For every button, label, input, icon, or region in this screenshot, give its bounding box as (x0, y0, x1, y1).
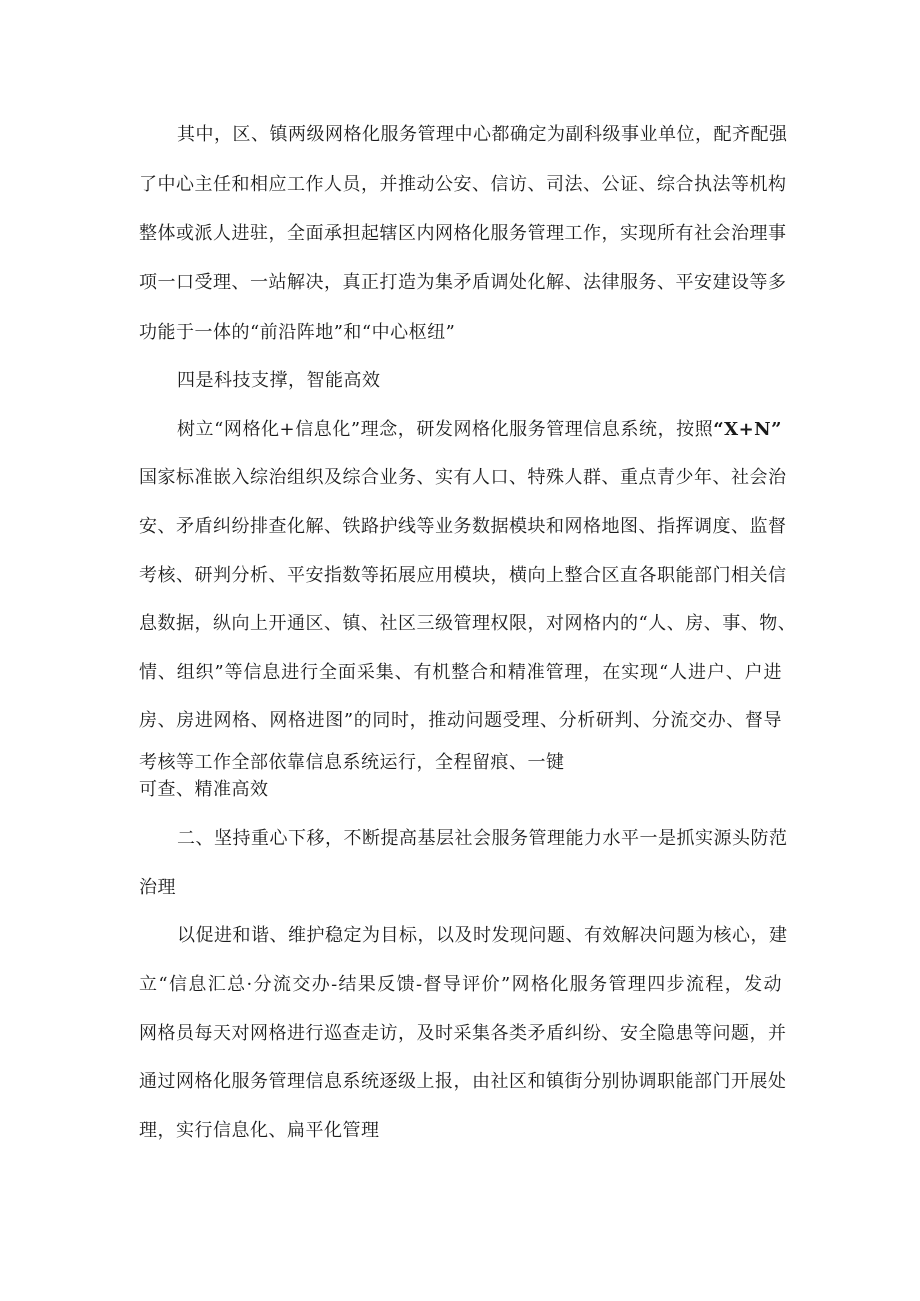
paragraph-1-line-5: 功能于一体的“前沿阵地”和“中心枢纽” (139, 322, 456, 343)
paragraph-5-line-2: 立“信息汇总·分流交办-结果反馈-督导评价”网格化服务管理四步流程，发动 (139, 974, 782, 995)
paragraph-3-line-6: 情、组织”等信息进行全面采集、有机整合和精准管理，在实现“人进户、户进 (139, 662, 782, 683)
section-heading-tech-support: 四是科技支撑，智能高效 (177, 370, 381, 391)
paragraph-3-line-7: 房、房进网格、网格进图”的同时，推动问题受理、分析研判、分流交办、督导 (139, 710, 782, 731)
paragraph-3-line-5: 息数据，纵向上开通区、镇、社区三级管理权限，对网格内的“人、房、事、物、 (139, 613, 797, 634)
paragraph-3-line-4: 考核、研判分析、平安指数等拓展应用模块，横向上整合区直各职能部门相关信 (139, 565, 787, 586)
paragraph-1-line-4: 项一口受理、一站解决，真正打造为集矛盾调处化解、法律服务、平安建设等多 (139, 272, 787, 293)
paragraph-5-line-5: 理，实行信息化、扁平化管理 (139, 1120, 380, 1141)
paragraph-1-line-2: 了中心主任和相应工作人员，并推动公安、信访、司法、公证、综合执法等机构 (139, 174, 787, 195)
paragraph-1-line-1: 其中，区、镇两级网格化服务管理中心都确定为副科级事业单位，配齐配强 (177, 124, 788, 145)
standard-name-xn: “X+N” (713, 419, 782, 440)
paragraph-3-line-9: 可查、精准高效 (139, 779, 269, 800)
paragraph-5-line-3: 网格员每天对网格进行巡查走访，及时采集各类矛盾纠纷、安全隐患等问题，并 (139, 1023, 787, 1044)
paragraph-3-line-1-text: 树立“网格化+信息化”理念，研发网格化服务管理信息系统，按照 (177, 419, 714, 440)
paragraph-3-line-8: 考核等工作全部依靠信息系统运行，全程留痕、一键 (139, 752, 565, 773)
paragraph-5-line-1: 以促进和谐、维护稳定为目标，以及时发现问题、有效解决问题为核心，建 (177, 925, 788, 946)
paragraph-4-line-2: 治理 (139, 877, 176, 898)
paragraph-3-line-2: 国家标准嵌入综治组织及综合业务、实有人口、特殊人群、重点青少年、社会治 (139, 467, 787, 488)
paragraph-5-line-4: 通过网格化服务管理信息系统逐级上报，由社区和镇街分别协调职能部门开展处 (139, 1071, 787, 1092)
paragraph-1-line-3: 整体或派人进驻，全面承担起辖区内网格化服务管理工作，实现所有社会治理事 (139, 223, 787, 244)
paragraph-3-line-3: 安、矛盾纠纷排查化解、铁路护线等业务数据模块和网格地图、指挥调度、监督 (139, 516, 787, 537)
paragraph-4-line-1: 二、坚持重心下移，不断提高基层社会服务管理能力水平一是抓实源头防范 (177, 828, 788, 849)
paragraph-3-line-1 (177, 418, 782, 442)
